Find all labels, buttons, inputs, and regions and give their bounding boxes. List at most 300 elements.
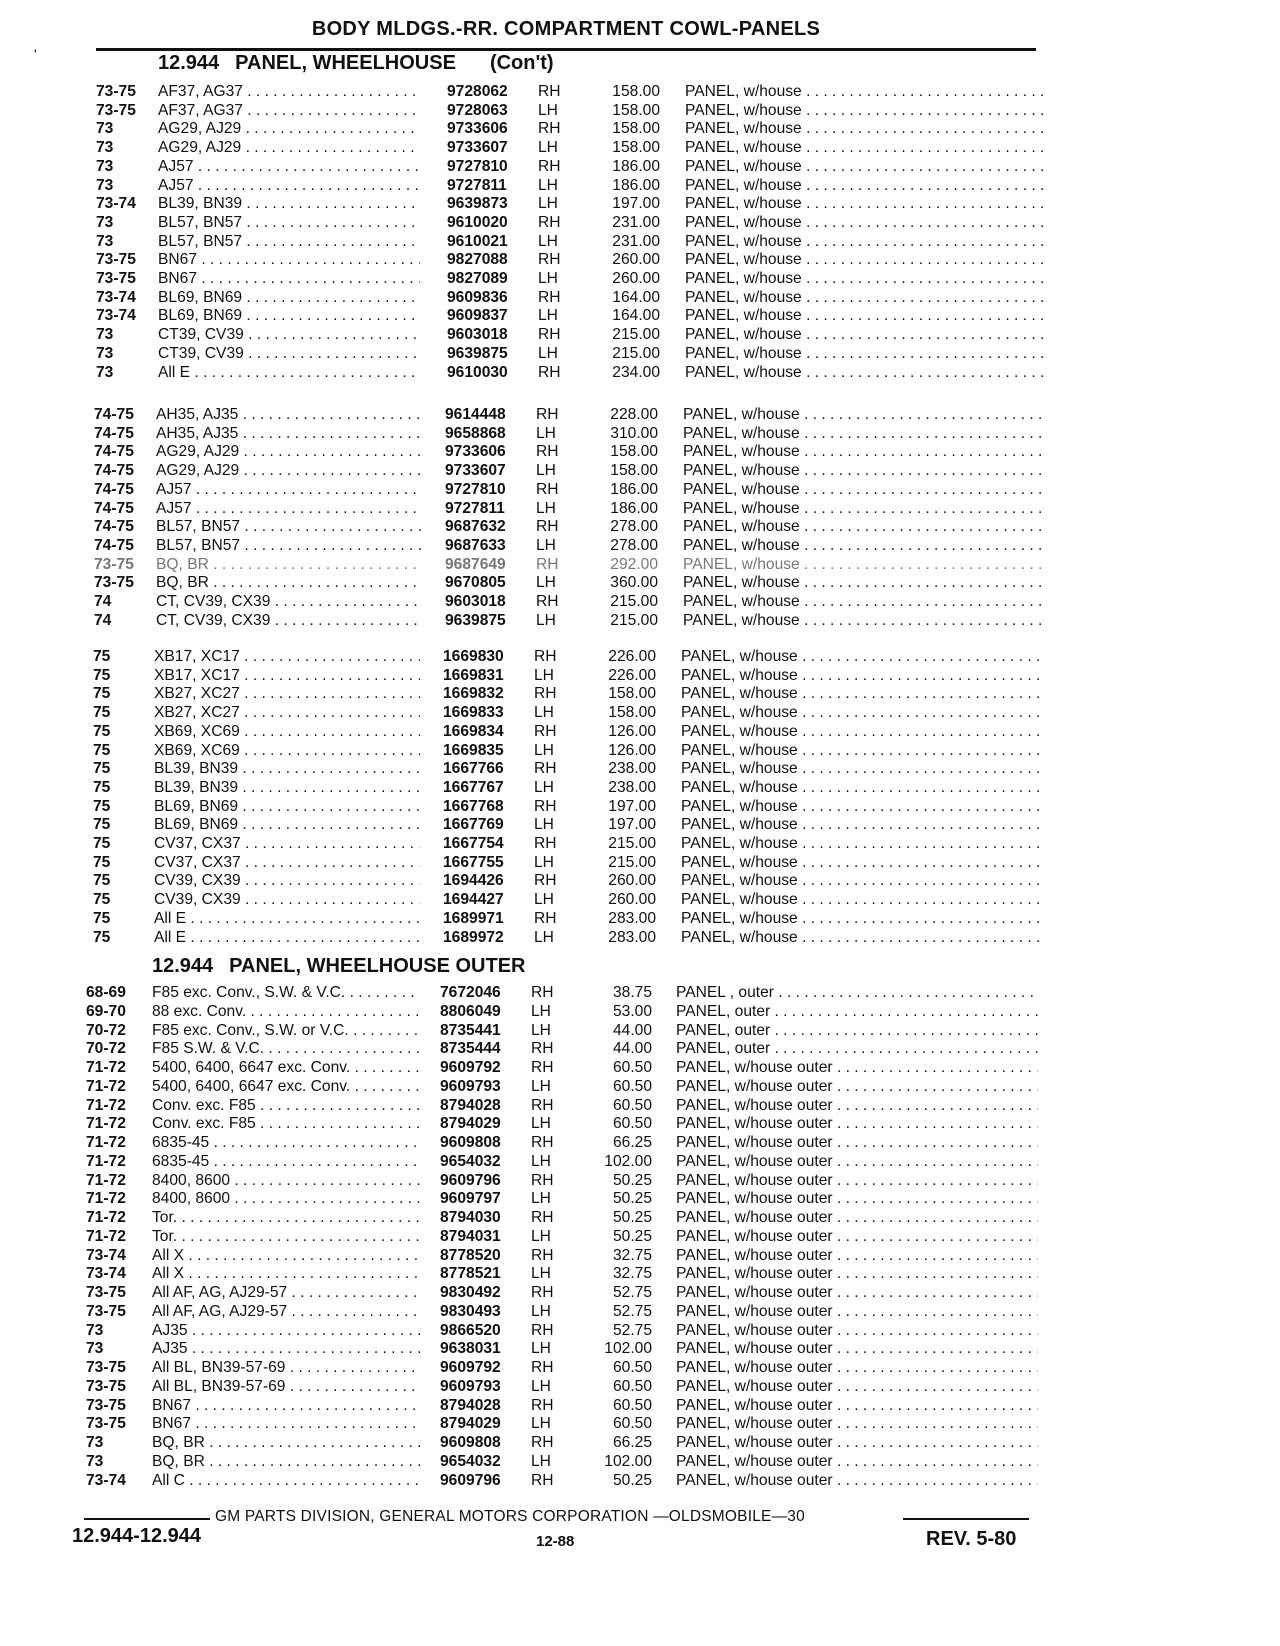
year-cell: 75 (93, 835, 111, 852)
models-cell: BL39, BN39 . . . (154, 779, 420, 798)
year-cell: 75 (93, 648, 111, 665)
price-cell: 231.00 (612, 232, 660, 250)
part-number-cell: 1667768 (443, 797, 504, 815)
year-cell: 75 (93, 891, 111, 909)
description-cell: PANEL, w/house . . . (683, 462, 1045, 481)
side-cell: LH (534, 704, 554, 722)
description-cell: PANEL, w/house . . . (685, 120, 1045, 139)
description-cell: PANEL, w/house . . . (683, 406, 1045, 425)
price-cell: 197.00 (612, 195, 660, 213)
part-row (0, 854, 1280, 873)
year-cell: 73 (86, 1321, 104, 1339)
part-row (0, 648, 1280, 667)
part-number-cell: 9609837 (447, 307, 508, 325)
price-cell: 226.00 (608, 666, 656, 684)
models-cell: All E . . . (158, 364, 420, 383)
part-number-cell: 8735441 (440, 1021, 501, 1039)
description-cell: PANEL, w/house . . . (683, 443, 1045, 462)
year-cell: 73-74 (86, 1471, 126, 1489)
side-cell: LH (531, 1002, 551, 1020)
part-number-cell: 1689972 (443, 928, 504, 946)
price-cell: 44.00 (612, 1021, 652, 1039)
part-row (0, 910, 1280, 929)
models-cell: Tor. . . . (152, 1209, 420, 1228)
description-cell: PANEL, w/house . . . (685, 251, 1045, 270)
side-cell: LH (536, 424, 556, 442)
description-cell: PANEL, w/house . . . (685, 233, 1045, 252)
description-cell: PANEL, w/house . . . (685, 195, 1045, 214)
part-row (0, 1434, 1280, 1453)
description-cell: PANEL , outer . . . (676, 984, 1038, 1003)
section-number: 12.944 (158, 52, 220, 74)
year-cell: 71-72 (86, 1115, 126, 1133)
side-cell: LH (531, 1077, 551, 1095)
price-cell: 260.00 (612, 251, 660, 269)
description-cell: PANEL, w/house . . . (681, 910, 1043, 929)
price-cell: 66.25 (612, 1134, 652, 1151)
part-number-cell: 9727811 (447, 176, 507, 194)
models-cell: AG29, AJ29 . . . (158, 120, 420, 139)
price-cell: 158.00 (610, 462, 658, 480)
part-row (0, 835, 1280, 854)
year-cell: 73-74 (86, 1246, 126, 1264)
description-cell: PANEL, w/house . . . (681, 872, 1043, 891)
models-cell: F85 exc. Conv., S.W. or V.C. . . . (152, 1022, 420, 1041)
description-cell: PANEL, w/house . . . (681, 779, 1043, 798)
year-cell: 75 (93, 760, 111, 778)
price-cell: 60.50 (612, 1415, 652, 1433)
price-cell: 38.75 (612, 984, 652, 1001)
year-cell: 70-72 (86, 1040, 126, 1058)
part-number-cell: 9609808 (440, 1434, 501, 1451)
price-cell: 60.50 (612, 1115, 652, 1133)
models-cell: CT39, CV39 . . . (158, 326, 420, 345)
price-cell: 50.25 (612, 1227, 652, 1245)
side-cell: LH (538, 195, 558, 213)
description-cell: PANEL, w/house . . . (681, 760, 1043, 779)
description-cell: PANEL, w/house . . . (685, 214, 1045, 233)
models-cell: Conv. exc. F85 . . . (152, 1097, 420, 1116)
side-cell: RH (531, 1059, 554, 1076)
part-number-cell: 1694426 (443, 872, 504, 890)
price-cell: 186.00 (610, 480, 658, 498)
models-cell: F85 S.W. & V.C. . . . (152, 1040, 420, 1059)
models-cell: AG29, AJ29 . . . (156, 462, 422, 481)
part-row (0, 798, 1280, 817)
price-cell: 60.50 (612, 1096, 652, 1114)
side-cell: LH (534, 853, 554, 871)
models-cell: BL39, BN39 . . . (158, 195, 420, 214)
price-cell: 32.75 (612, 1246, 652, 1264)
side-cell: RH (536, 518, 559, 536)
price-cell: 60.50 (612, 1059, 652, 1076)
description-cell: PANEL, w/house . . . (683, 481, 1045, 500)
part-number-cell: 9609808 (440, 1134, 501, 1151)
footer-page-number: 12-88 (536, 1533, 575, 1550)
footer-rule-left (84, 1518, 210, 1520)
side-cell: LH (531, 1415, 551, 1433)
models-cell: AJ57 . . . (158, 158, 420, 177)
part-number-cell: 9687633 (445, 536, 506, 554)
side-cell: LH (531, 1340, 551, 1358)
price-cell: 228.00 (610, 406, 658, 423)
part-row (0, 158, 1280, 177)
price-cell: 50.25 (612, 1190, 652, 1208)
price-cell: 278.00 (610, 518, 658, 536)
models-cell: 5400, 6400, 6647 exc. Conv. . . . (152, 1078, 420, 1097)
models-cell: All E . . . (154, 929, 420, 948)
models-cell: All C . . . (152, 1472, 420, 1491)
part-number-cell: 9728063 (447, 101, 508, 119)
side-cell: RH (536, 406, 559, 423)
description-cell: PANEL, w/house outer . . . (676, 1359, 1038, 1378)
models-cell: CT, CV39, CX39 . . . (156, 612, 422, 631)
year-cell: 73-75 (96, 251, 136, 269)
part-row (0, 425, 1280, 444)
side-cell: RH (538, 363, 561, 381)
part-number-cell: 9609793 (440, 1077, 501, 1095)
side-cell: RH (531, 1359, 554, 1376)
description-cell: PANEL, w/house . . . (681, 816, 1043, 835)
models-cell: AJ35 . . . (152, 1322, 420, 1341)
part-number-cell: 1667754 (443, 835, 504, 852)
footer-range: 12.944-12.944 (72, 1525, 202, 1547)
price-cell: 66.25 (612, 1434, 652, 1451)
models-cell: AJ57 . . . (156, 500, 422, 519)
part-row (0, 481, 1280, 500)
year-cell: 73-75 (86, 1377, 126, 1395)
stray-mark: ' (34, 46, 37, 62)
side-cell: LH (538, 176, 558, 194)
section-suffix: (Con't) (489, 52, 554, 74)
price-cell: 60.50 (612, 1377, 652, 1395)
part-row (0, 177, 1280, 196)
price-cell: 234.00 (612, 363, 660, 381)
part-number-cell: 1669831 (443, 666, 504, 684)
year-cell: 74-75 (94, 536, 134, 554)
year-cell: 73-75 (94, 555, 134, 573)
models-cell: Conv. exc. F85 . . . (152, 1115, 420, 1134)
price-cell: 215.00 (610, 593, 658, 610)
price-cell: 44.00 (612, 1040, 652, 1058)
part-number-cell: 9609793 (440, 1377, 501, 1395)
part-row (0, 760, 1280, 779)
description-cell: PANEL, w/house . . . (685, 177, 1045, 196)
side-cell: LH (538, 139, 558, 157)
year-cell: 73 (96, 139, 114, 157)
part-number-cell: 9727810 (447, 157, 508, 175)
models-cell: AJ35 . . . (152, 1340, 420, 1359)
part-number-cell: 9727810 (445, 480, 506, 498)
price-cell: 102.00 (604, 1452, 652, 1470)
price-cell: 186.00 (612, 157, 660, 175)
part-row (0, 195, 1280, 214)
part-row (0, 667, 1280, 686)
part-row (0, 1415, 1280, 1434)
part-row (0, 704, 1280, 723)
side-cell: LH (531, 1152, 551, 1170)
part-number-cell: 9733606 (447, 120, 508, 138)
models-cell: CV39, CX39 . . . (154, 891, 420, 910)
section-title: PANEL, WHEELHOUSE OUTER (229, 955, 526, 977)
part-number-cell: 8794030 (440, 1209, 501, 1226)
description-cell: PANEL, w/house . . . (683, 518, 1045, 537)
side-cell: RH (531, 1209, 554, 1226)
description-cell: PANEL, w/house . . . (681, 854, 1043, 873)
part-row (0, 1340, 1280, 1359)
side-cell: RH (534, 722, 557, 740)
description-cell: PANEL, w/house . . . (685, 83, 1045, 102)
price-cell: 215.00 (608, 835, 656, 852)
part-number-cell: 1669834 (443, 722, 504, 740)
side-cell: LH (538, 270, 558, 287)
side-cell: RH (534, 797, 557, 815)
side-cell: LH (538, 101, 558, 119)
models-cell: 6835-45 . . . (152, 1153, 420, 1172)
part-number-cell: 9866520 (440, 1321, 501, 1339)
side-cell: LH (534, 891, 554, 909)
year-cell: 73-75 (86, 1415, 126, 1433)
part-row (0, 1190, 1280, 1209)
year-cell: 74-75 (94, 518, 134, 536)
year-cell: 73 (96, 363, 114, 381)
price-cell: 164.00 (612, 307, 660, 325)
models-cell: BL69, BN69 . . . (154, 798, 420, 817)
part-number-cell: 9733607 (447, 139, 508, 157)
year-cell: 74-75 (94, 443, 134, 461)
side-cell: RH (538, 83, 561, 100)
part-number-cell: 9733607 (445, 462, 506, 480)
models-cell: All AF, AG, AJ29-57 . . . (152, 1303, 420, 1322)
part-row (0, 120, 1280, 139)
models-cell: BQ, BR . . . (156, 574, 422, 593)
year-cell: 73-75 (96, 270, 136, 287)
side-cell: RH (531, 1321, 554, 1339)
side-cell: RH (534, 648, 557, 665)
part-row (0, 1322, 1280, 1341)
description-cell: PANEL, w/house outer . . . (676, 1228, 1038, 1247)
year-cell: 75 (93, 778, 111, 796)
part-number-cell: 9687632 (445, 518, 506, 536)
year-cell: 74-75 (94, 499, 134, 517)
price-cell: 197.00 (608, 797, 656, 815)
models-cell: BL57, BN57 . . . (158, 233, 420, 252)
year-cell: 73-75 (94, 574, 134, 592)
part-row (0, 1397, 1280, 1416)
part-row (0, 270, 1280, 289)
models-cell: CV37, CX37 . . . (154, 835, 420, 854)
part-number-cell: 1669833 (443, 704, 504, 722)
price-cell: 215.00 (608, 853, 656, 871)
side-cell: RH (531, 1096, 554, 1114)
part-row (0, 891, 1280, 910)
side-cell: LH (531, 1302, 551, 1320)
part-number-cell: 9609792 (440, 1059, 501, 1076)
year-cell: 75 (93, 853, 111, 871)
price-cell: 32.75 (612, 1265, 652, 1283)
models-cell: BL69, BN69 . . . (158, 307, 420, 326)
models-cell: All BL, BN39-57-69 . . . (152, 1378, 420, 1397)
part-number-cell: 9609797 (440, 1190, 501, 1208)
side-cell: RH (536, 443, 559, 461)
part-number-cell: 1669835 (443, 741, 504, 759)
part-row (0, 816, 1280, 835)
year-cell: 74 (94, 611, 112, 629)
side-cell: RH (534, 685, 557, 703)
part-number-cell: 9733606 (445, 443, 506, 461)
price-cell: 158.00 (610, 443, 658, 461)
description-cell: PANEL, w/house outer . . . (676, 1190, 1038, 1209)
year-cell: 73 (96, 213, 114, 231)
part-row (0, 1115, 1280, 1134)
description-cell: PANEL, w/house . . . (683, 500, 1045, 519)
part-row (0, 1359, 1280, 1378)
side-cell: RH (531, 984, 554, 1001)
part-row (0, 1247, 1280, 1266)
description-cell: PANEL, w/house outer . . . (676, 1340, 1038, 1359)
side-cell: RH (531, 1434, 554, 1451)
models-cell: 5400, 6400, 6647 exc. Conv. . . . (152, 1059, 420, 1078)
models-cell: All X . . . (152, 1247, 420, 1266)
models-cell: XB69, XC69 . . . (154, 742, 420, 761)
part-number-cell: 9610030 (447, 363, 508, 381)
description-cell: PANEL, w/house . . . (681, 891, 1043, 910)
footer-corporation: GM PARTS DIVISION, GENERAL MOTORS CORPORATION —OLDSMOBILE—30 (215, 1508, 805, 1525)
year-cell: 71-72 (86, 1190, 126, 1208)
part-row (0, 984, 1280, 1003)
side-cell: RH (531, 1396, 554, 1414)
description-cell: PANEL, w/house . . . (681, 742, 1043, 761)
models-cell: Tor. . . . (152, 1228, 420, 1247)
part-number-cell: 8794028 (440, 1096, 501, 1114)
section-title: PANEL, WHEELHOUSE (235, 52, 456, 74)
description-cell: PANEL, w/house . . . (683, 556, 1045, 575)
side-cell: LH (531, 1115, 551, 1133)
part-row (0, 723, 1280, 742)
side-cell: RH (534, 909, 557, 927)
year-cell: 75 (93, 685, 111, 703)
models-cell: CV39, CX39 . . . (154, 872, 420, 891)
part-number-cell: 9639875 (447, 344, 508, 362)
models-cell: BL69, BN69 . . . (154, 816, 420, 835)
description-cell: PANEL, w/house . . . (685, 102, 1045, 121)
year-cell: 75 (93, 872, 111, 890)
price-cell: 50.25 (612, 1171, 652, 1189)
part-row (0, 251, 1280, 270)
year-cell: 73-74 (86, 1265, 126, 1283)
price-cell: 283.00 (608, 909, 656, 927)
price-cell: 52.75 (612, 1302, 652, 1320)
description-cell: PANEL, w/house outer . . . (676, 1453, 1038, 1472)
page-header (96, 18, 1036, 51)
description-cell: PANEL, w/house outer . . . (676, 1247, 1038, 1266)
models-cell: 88 exc. Conv. . . . (152, 1003, 420, 1022)
section-number: 12.944 (152, 955, 214, 977)
part-number-cell: 8794028 (440, 1396, 501, 1414)
price-cell: 260.00 (612, 270, 660, 287)
side-cell: LH (538, 344, 558, 362)
description-cell: PANEL, outer . . . (676, 1022, 1038, 1041)
side-cell: LH (534, 778, 554, 796)
price-cell: 158.00 (608, 704, 656, 722)
side-cell: RH (538, 326, 561, 344)
part-number-cell: 8806049 (440, 1002, 501, 1020)
description-cell: PANEL, w/house . . . (683, 425, 1045, 444)
part-number-cell: 9609792 (440, 1359, 501, 1376)
price-cell: 278.00 (610, 536, 658, 554)
side-cell: LH (531, 1190, 551, 1208)
models-cell: 8400, 8600 . . . (152, 1172, 420, 1191)
part-number-cell: 1667769 (443, 816, 504, 834)
side-cell: LH (536, 499, 556, 517)
side-cell: RH (531, 1040, 554, 1058)
side-cell: LH (538, 232, 558, 250)
side-cell: LH (534, 741, 554, 759)
description-cell: PANEL, w/house . . . (683, 574, 1045, 593)
part-row (0, 1078, 1280, 1097)
side-cell: RH (536, 555, 559, 573)
year-cell: 71-72 (86, 1171, 126, 1189)
description-cell: PANEL, w/house outer . . . (676, 1322, 1038, 1341)
part-row (0, 929, 1280, 948)
description-cell: PANEL, w/house . . . (685, 364, 1045, 383)
year-cell: 73 (86, 1452, 104, 1470)
price-cell: 158.00 (612, 120, 660, 138)
part-number-cell: 7672046 (440, 984, 501, 1001)
side-cell: RH (534, 835, 557, 852)
part-number-cell: 1669830 (443, 648, 504, 665)
description-cell: PANEL, w/house outer . . . (676, 1134, 1038, 1153)
part-row (0, 1134, 1280, 1153)
part-number-cell: 8735444 (440, 1040, 501, 1058)
price-cell: 50.25 (612, 1209, 652, 1226)
year-cell: 73-75 (96, 83, 136, 100)
models-cell: 8400, 8600 . . . (152, 1190, 420, 1209)
part-number-cell: 1667755 (443, 853, 504, 871)
part-number-cell: 9638031 (440, 1340, 501, 1358)
side-cell: LH (534, 816, 554, 834)
side-cell: RH (536, 593, 559, 610)
models-cell: F85 exc. Conv., S.W. & V.C. . . . (152, 984, 420, 1003)
part-number-cell: 9610020 (447, 213, 508, 231)
description-cell: PANEL, w/house . . . (685, 158, 1045, 177)
price-cell: 186.00 (610, 499, 658, 517)
part-row (0, 364, 1280, 383)
part-row (0, 1172, 1280, 1191)
part-row (0, 102, 1280, 121)
side-cell: RH (531, 1134, 554, 1151)
price-cell: 126.00 (608, 722, 656, 740)
models-cell: BL57, BN57 . . . (158, 214, 420, 233)
part-row (0, 742, 1280, 761)
year-cell: 71-72 (86, 1059, 126, 1076)
year-cell: 74-75 (94, 462, 134, 480)
description-cell: PANEL, w/house . . . (681, 798, 1043, 817)
price-cell: 50.25 (612, 1471, 652, 1489)
side-cell: LH (538, 307, 558, 325)
part-number-cell: 9609796 (440, 1171, 501, 1189)
part-number-cell: 9687649 (445, 555, 506, 573)
part-row (0, 612, 1280, 631)
part-row (0, 139, 1280, 158)
price-cell: 260.00 (608, 891, 656, 909)
description-cell: PANEL, w/house . . . (681, 704, 1043, 723)
price-cell: 226.00 (608, 648, 656, 665)
year-cell: 75 (93, 741, 111, 759)
price-cell: 260.00 (608, 872, 656, 890)
price-cell: 158.00 (612, 101, 660, 119)
description-cell: PANEL, w/house outer . . . (676, 1397, 1038, 1416)
